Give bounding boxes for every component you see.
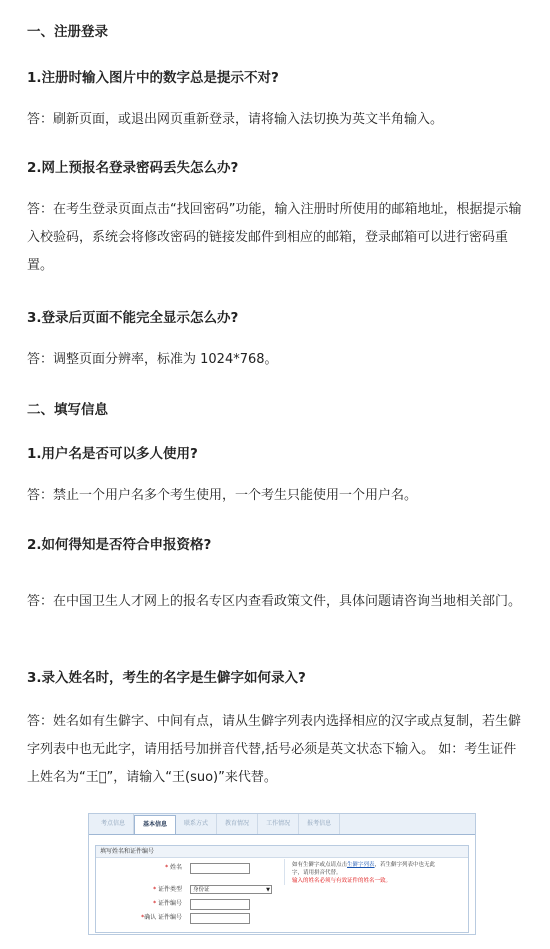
form-screenshot bbox=[88, 813, 476, 935]
form-panel bbox=[95, 845, 469, 933]
answer-1: 答：刷新页面，或退出网页重新登录，请将输入法切换为英文半角输入。 bbox=[27, 112, 444, 127]
question-4: 1.用户名是否可以多人使用? bbox=[27, 446, 198, 462]
answer-5: 答：在中国卫生人才网上的报名专区内查看政策文件，具体问题请咨询当地相关部门。 bbox=[27, 594, 522, 609]
answer-3: 答：调整页面分辨率，标准为 1024*768。 bbox=[27, 352, 278, 367]
tab-work[interactable]: 工作情况 bbox=[258, 814, 299, 834]
row-confirm-id-number bbox=[96, 912, 468, 924]
panel-title: 填写姓名和证件编号 bbox=[96, 846, 468, 858]
chevron-down-icon: ▼ bbox=[266, 887, 270, 893]
question-2: 2.网上预报名登录密码丢失怎么办? bbox=[27, 160, 239, 176]
question-3: 3.登录后页面不能完全显示怎么办? bbox=[27, 310, 239, 326]
confirm-id-number-input[interactable] bbox=[190, 913, 250, 924]
confirm-id-number-label: *确认 证件编号 bbox=[141, 914, 182, 921]
id-type-select[interactable]: 身份证 ▼ bbox=[190, 885, 272, 894]
tab-application[interactable]: 报考信息 bbox=[299, 814, 340, 834]
tab-contact[interactable]: 联系方式 bbox=[176, 814, 217, 834]
tab-basic-info[interactable]: 基本信息 bbox=[134, 815, 176, 834]
row-id-type bbox=[96, 884, 468, 896]
id-number-input[interactable] bbox=[190, 899, 250, 910]
answer-4: 答：禁止一个用户名多个考生使用，一个考生只能使用一个用户名。 bbox=[27, 488, 418, 503]
divider bbox=[284, 859, 285, 885]
id-type-label: * 证件类型 bbox=[153, 886, 182, 893]
id-number-label: * 证件编号 bbox=[153, 900, 182, 907]
answer-6: 答：姓名如有生僻字、中间有点，请从生僻字列表内选择相应的汉字或点复制，若生僻字列表中也无此字，请用括号加拼音代替,括号必须是英文状态下输入。 如：考生证件上姓名为“王𬡼”，请输入“王(suo)”来代替。 bbox=[27, 714, 522, 785]
section-title-register-login: 一、注册登录 bbox=[27, 24, 108, 40]
section-title-fill-info: 二、填写信息 bbox=[27, 402, 108, 418]
question-5: 2.如何得知是否符合申报资格? bbox=[27, 537, 212, 553]
form-tab-bar bbox=[89, 814, 475, 835]
question-1: 1.注册时输入图片中的数字总是提示不对? bbox=[27, 70, 279, 86]
row-id-number bbox=[96, 898, 468, 910]
rare-char-hint: 如有生僻字或点请点击生僻字列表，若生僻字列表中也无此字，请用拼音代替。 输入的姓名必须与有效证件的姓名一致。 bbox=[292, 862, 436, 884]
tab-exam-site[interactable]: 考点信息 bbox=[93, 814, 134, 834]
question-6: 3.录入姓名时，考生的名字是生僻字如何录入? bbox=[27, 670, 306, 686]
rare-char-list-link[interactable]: 生僻字列表 bbox=[347, 862, 375, 868]
name-input[interactable] bbox=[190, 863, 250, 874]
tab-education[interactable]: 教育情况 bbox=[217, 814, 258, 834]
name-label: * 姓名 bbox=[165, 864, 182, 871]
answer-2: 答：在考生登录页面点击“找回密码”功能，输入注册时所使用的邮箱地址，根据提示输入校验码，系统会将修改密码的链接发邮件到相应的邮箱，登录邮箱可以进行密码重置。 bbox=[27, 202, 522, 273]
